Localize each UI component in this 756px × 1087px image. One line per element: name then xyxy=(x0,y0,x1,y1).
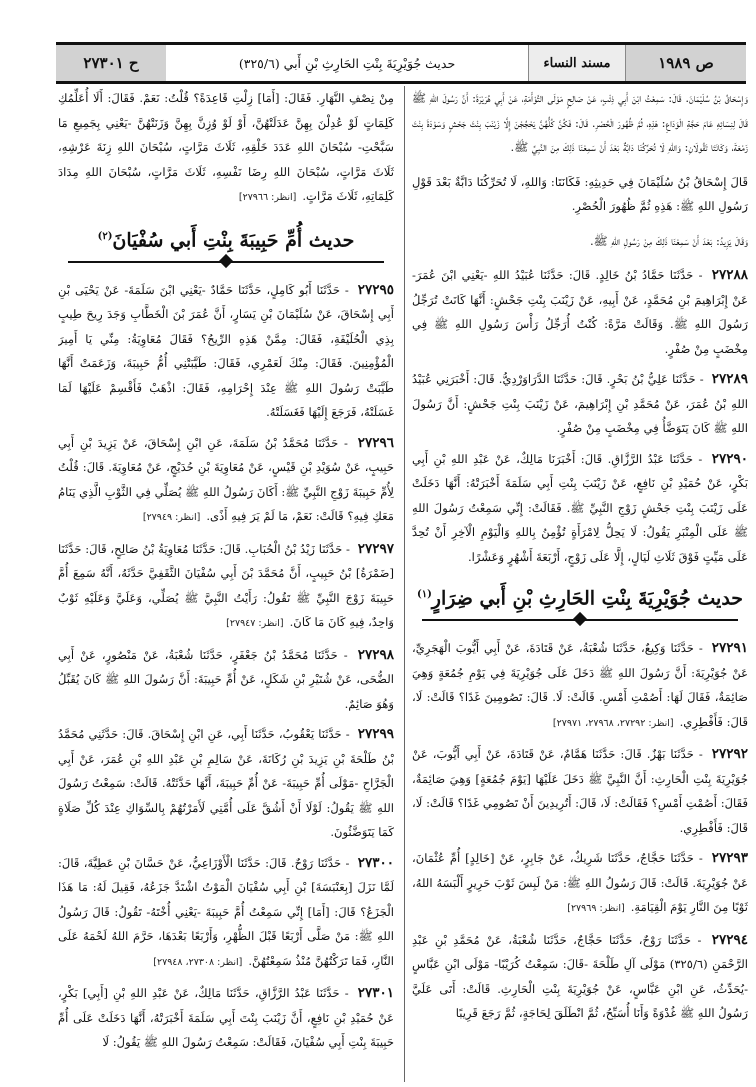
page-number: ص ١٩٨٩ xyxy=(626,45,746,81)
hadith-text: حَدَّثَنَا زَيْدُ بْنُ الْحُبَابِ. قَالَ: حَدَّثَنَا مُعَاوِيَةُ بْنُ صَالِحٍ، قَالَ: حَدَّثَنَا [ضَمْرَةُ] بْنُ حَبِيبٍ، أَنَّ مُحَمَّدَ بْنَ أَبِي سُفْيَانَ الثَّقَفِيَّ حَدَّثَهُ، أَنَّهُ سَمِعَ أُمَّ حَبِيبَةَ زَوْجَ النَّبِيِّ ﷺ تَقُولُ: رَأَيْتُ النَّبِيَّ ﷺ يُصَلِّي، وَعَلَيَّ وَعَلَيْهِ ثَوْبٌ وَاحِدٌ، فِيهِ كَانَ مَا كَانَ. xyxy=(58,541,394,630)
hadith-number: ٢٧٢٩٥ xyxy=(357,281,394,298)
section-title xyxy=(412,581,748,612)
hadith-number: ٢٧٢٩٧ xyxy=(357,540,394,557)
footnote-mark: (١) xyxy=(416,589,432,600)
cross-reference: [انظر: ٢٧٩٤٧] xyxy=(226,618,284,630)
cross-reference: [انظر: ٢٧٣٠٨، ٢٧٩٤٨] xyxy=(153,956,243,968)
hadith-number: ٢٧٣٠١ xyxy=(357,985,394,1002)
hadith-entry: ٢٧٢٩٦ - حَدَّثَنَا مُحَمَّدُ بْنُ سَلَمَةَ، عَنِ ابْنِ إِسْحَاقَ، عَنْ يَزِيدَ بْنِ أَبِي حَبِيبٍ، عَنْ سُوَيْدِ بْنِ قَيْسٍ، عَنْ مُعَاوِيَةَ بْنِ حُدَيْجٍ، عَنْ مُعَاوِيَةَ. قَالَ: قُلْتُ لِأُمِّ حَبِيبَةَ زَوْجِ النَّبِيِّ ﷺ: أَكَانَ رَسُولُ اللهِ ﷺ يُصَلِّي فِي الثَّوْبِ الَّذِي يَنَامُ مَعَكِ فِيهِ؟ قَالَتْ: نَعَمْ، مَا لَمْ يَرَ فِيهِ أَذًى.[انظر: ٢٧٩٤٩] xyxy=(58,434,394,524)
continued-text xyxy=(412,170,748,219)
hadith-text: حَدَّثَنَا مُحَمَّدُ بْنُ جَعْفَرٍ، حَدَّثَنَا شُعْبَةُ، عَنْ مَنْصُورٍ، عَنْ أَبِي الضُّحَى، عَنْ شُتَيْرِ بْنِ شَكَلٍ، عَنْ أُمِّ حَبِيبَةَ: أَنَّ رَسُولَ اللهِ ﷺ كَانَ يُقَبِّلُ وَهُوَ صَائِمٌ. xyxy=(58,647,394,711)
hadith-text: حَدَّثَنَا رَوْحٌ. قَالَ: حَدَّثَنَا الْأَوْزَاعِيُّ، عَنْ حَسَّانَ بْنِ عَطِيَّةَ، قَالَ: لَمَّا نَزَلَ [بِعَنْبَسَةَ] بْنِ أَبِي سُفْيَانَ الْمَوْتُ اشْتَدَّ جَزَعُهُ، فَقِيلَ لَهُ: مَا هَذَا الْجَزَعُ؟ قَالَ: [أَمَا] إِنِّي سَمِعْتُ أُمَّ حَبِيبَةَ -يَعْنِي أُخْتَهُ- تَقُولُ: قَالَ رَسُولُ اللهِ ﷺ: مَنْ صَلَّى أَرْبَعًا قَبْلَ الظُّهْرِ، وَأَرْبَعًا بَعْدَهَا، حَرَّمَ اللهُ لَحْمَهُ عَلَى النَّارِ، فَمَا تَرَكْتُهُنَّ مُنْذُ سَمِعْتُهُنَّ. xyxy=(58,855,394,968)
continued-text xyxy=(58,86,394,211)
hadith-text: حَدَّثَنَا يَعْقُوبُ، حَدَّثَنَا أَبِي، عَنِ ابْنِ إِسْحَاقَ. قَالَ: حَدَّثَنِي مُحَمَّدُ بْنُ طَلْحَةَ بْنِ يَزِيدَ بْنِ رُكَانَةَ، عَنْ سَالِمِ بْنِ عَبْدِ اللهِ بْنِ عُمَرَ، عَنْ أَبِي الْجَرَّاحِ -مَوْلَى أُمِّ حَبِيبَةَ- عَنْ أُمِّ حَبِيبَةَ، أَنَّهَا حَدَّثَتْهُ. قَالَتْ: سَمِعْتُ رَسُولَ اللهِ ﷺ يَقُولُ: لَوْلَا أَنْ أَشُقَّ عَلَى أُمَّتِي لَأَمَرْتُهُمْ بِالسِّوَاكِ عِنْدَ كُلِّ صَلَاةٍ كَمَا يَتَوَضَّئُونَ. xyxy=(58,727,394,840)
hadith-range: ح ٢٧٣٠١ xyxy=(56,45,166,81)
hadith-entry: ٢٧٢٩٠ - حَدَّثَنَا عَبْدُ الرَّزَّاقِ. قَالَ: أَخْبَرَنَا مَالِكٌ، عَنْ عَبْدِ اللهِ بْنِ أَبِي بَكْرٍ، عَنْ حُمَيْدِ بْنِ نَافِعٍ، عَنْ زَيْنَبَ بِنْتِ أَبِي سَلَمَةَ أَخْبَرَتْهُ: أَنَّهَا دَخَلَتْ عَلَى زَيْنَبَ بِنْتِ جَحْشٍ زَوْجِ النَّبِيِّ ﷺ. فَقَالَتْ: إِنِّي سَمِعْتُ رَسُولَ اللهِ ﷺ عَلَى الْمِنْبَرِ يَقُولُ: لَا يَحِلُّ لِامْرَأَةٍ تُؤْمِنُ بِاللهِ وَالْيَوْمِ الْآخِرِ أَنْ تُحِدَّ عَلَى مَيِّتٍ فَوْقَ ثَلَاثِ لَيَالٍ، إِلَّا عَلَى زَوْجٍ، أَرْبَعَةَ أَشْهُرٍ وَعَشْرًا. xyxy=(412,450,748,564)
hadith-entry: ٢٧٣٠١ - حَدَّثَنَا عَبْدُ الرَّزَّاقِ، حَدَّثَنَا مَالِكٌ، عَنْ عَبْدِ اللهِ بْنِ [أَبِي] بَكْرٍ، عَنْ حُمَيْدِ بْنِ نَافِعٍ، أَنَّ زَيْنَبَ بِنْتَ أَبِي سَلَمَةَ أَخْبَرَتْهُ، أَنَّهَا دَخَلَتْ عَلَى أُمِّ حَبِيبَةَ بِنْتِ أَبِي سُفْيَانَ، فَقَالَتْ: سَمِعْتُ رَسُولَ اللهِ ﷺ يَقُولُ: لَا xyxy=(58,985,394,1050)
hadith-number: ٢٧٢٨٩ xyxy=(711,371,748,387)
hadith-entry: ٢٧٢٩٢ - حَدَّثَنَا بَهْزٌ. قَالَ: حَدَّثَنَا هَمَّامٌ، عَنْ قَتَادَةَ، عَنْ أَبِي أَيُّوبَ، عَنْ جُوَيْرِيَةَ بِنْتِ الْحَارِثِ: أَنَّ النَّبِيَّ ﷺ دَخَلَ عَلَيْهَا [يَوْمَ جُمُعَةٍ] وَهِيَ صَائِمَةٌ، فَقَالَ: أَصُمْتِ أَمْسِ؟ فَقَالَتْ: لَا، قَالَ: أَتُرِيدِينَ أَنْ تَصُومِي غَدًا؟ قَالَتْ: لَا، قَالَ: فَأَفْطِرِي. xyxy=(412,746,748,835)
ornament-diamond-icon xyxy=(573,612,587,626)
page-header xyxy=(56,42,746,84)
hadith-text: حَدَّثَنَا حَمَّادُ بْنُ خَالِدٍ. قَالَ: حَدَّثَنَا عُبَيْدُ اللهِ -يَعْنِي ابْنَ عُمَرَ- عَنْ إِبْرَاهِيمَ بْنِ مُحَمَّدٍ، عَنْ أَبِيهِ، عَنْ زَيْنَبَ بِنْتِ جَحْشٍ: أَنَّهَا كَانَتْ تُرَجِّلُ رَسُولَ اللهِ ﷺ. وَقَالَتْ مَرَّةً: كُنْتُ أُرَجِّلُ رَأْسَ رَسُولِ اللهِ ﷺ فِي مِخْضَبٍ مِنْ صُفْرٍ. xyxy=(412,268,748,356)
hadith-text: حَدَّثَنَا عَلِيُّ بْنُ بَحْرٍ. قَالَ: حَدَّثَنَا الدَّرَاوَرْدِيُّ. قَالَ: أَخْبَرَنِي عُبَيْدُ اللهِ بْنُ عُمَرَ، عَنْ مُحَمَّدِ بْنِ إِبْرَاهِيمَ، عَنْ زَيْنَبَ بِنْتِ جَحْشٍ: أَنَّ رَسُولَ اللهِ ﷺ كَانَ يَتَوَضَّأُ فِي مِخْضَبٍ مِنْ صُفْرٍ. xyxy=(412,372,748,435)
hadith-number: ٢٧٢٩٣ xyxy=(711,850,748,867)
hadith-text: وَإِسْحَاقُ بْنُ سُلَيْمَانَ. قَالَ: سَمِعْتُ ابْنَ أَبِي ذِئْبٍ، عَنْ صَالِحٍ مَوْلَى التَّوْأَمَةِ، عَنْ أَبِي هُرَيْرَةَ: أَنَّ رَسُولَ اللهِ ﷺ قَالَ لِنِسَائِهِ عَامَ حَجَّةِ الْوَدَاعِ: هَذِهِ، ثُمَّ ظُهُورَ الْحُصْرِ. قَالَ: فَكُنَّ كُلُّهُنَّ يَحْجُجْنَ إِلَّا زَيْنَبَ بِنْتَ جَحْشٍ وَسَوْدَةَ بِنْتَ زَمْعَةَ، وَكَانَتَا تَقُولَانِ: وَاللهِ لَا تُحَرِّكُنَا دَابَّةٌ بَعْدَ أَنْ سَمِعْنَا ذَلِكَ مِنَ النَّبِيِّ ﷺ. xyxy=(412,91,748,154)
ornament-rule xyxy=(58,256,394,268)
section-title-text: حديث أُمِّ حَبِيبَةَ بِنْتِ أَبي سُفْيَانَ xyxy=(112,228,355,251)
continued-text xyxy=(412,86,748,160)
hadith-number: ٢٧٢٨٨ xyxy=(711,267,748,283)
hadith-number: ٢٧٢٩٨ xyxy=(357,646,394,663)
hadith-number: ٢٧٢٩٢ xyxy=(711,746,748,763)
hadith-text: قَالَ إِسْحَاقُ بْنُ سُلَيْمَانَ فِي حَدِيثِهِ: فَكَانَتَا: وَاللهِ، لَا تُحَرِّكُنَا دَابَّةٌ بَعْدَ قَوْلِ رَسُولِ اللهِ ﷺ: هَذِهِ ثُمَّ ظُهُورَ الْحُصْرِ. xyxy=(412,174,748,213)
hadith-entry: ٢٧٢٩١ - حَدَّثَنَا وَكِيعٌ، حَدَّثَنَا شُعْبَةُ، عَنْ قَتَادَةَ، عَنْ أَبِي أَيُّوبَ الْهَجَرِيِّ، عَنْ جُوَيْرِيَةَ: أَنَّ رَسُولَ اللهِ ﷺ دَخَلَ عَلَى جُوَيْرِيَةَ فِي يَوْمِ جُمُعَةٍ وَهِيَ صَائِمَةٌ، فَقَالَ لَهَا: أَصُمْتِ أَمْسِ. قَالَتْ: لَا. قَالَ: تَصُومِينَ غَدًا؟ قَالَتْ: لَا، قَالَ: فَأَفْطِرِي.[انظر: ٢٧٢٩٢، ٢٧٩٦٨، ٢٧٩٧١] xyxy=(412,640,748,729)
hadith-text: حَدَّثَنَا عَبْدُ الرَّزَّاقِ. قَالَ: أَخْبَرَنَا مَالِكٌ، عَنْ عَبْدِ اللهِ بْنِ أَبِي بَكْرٍ، عَنْ حُمَيْدِ بْنِ نَافِعٍ، عَنْ زَيْنَبَ بِنْتِ أَبِي سَلَمَةَ أَخْبَرَتْهُ: أَنَّهَا دَخَلَتْ عَلَى زَيْنَبَ بِنْتِ جَحْشٍ زَوْجِ النَّبِيِّ ﷺ. فَقَالَتْ: إِنِّي سَمِعْتُ رَسُولَ اللهِ ﷺ عَلَى الْمِنْبَرِ يَقُولُ: لَا يَحِلُّ لِامْرَأَةٍ تُؤْمِنُ بِاللهِ وَالْيَوْمِ الْآخِرِ أَنْ تُحِدَّ عَلَى مَيِّتٍ فَوْقَ ثَلَاثِ لَيَالٍ، إِلَّا عَلَى زَوْجٍ، أَرْبَعَةَ أَشْهُرٍ وَعَشْرًا. xyxy=(412,451,748,564)
hadith-number: ٢٧٢٩٦ xyxy=(357,434,394,451)
hadith-entry: ٢٧٢٩٥ - حَدَّثَنَا أَبُو كَامِلٍ، حَدَّثَنَا حَمَّادٌ -يَعْنِي ابْنَ سَلَمَةَ- عَنْ يَحْيَى بْنِ أَبِي إِسْحَاقَ، عَنْ سُلَيْمَانَ بْنِ يَسَارٍ، أَنَّ عُمَرَ بْنَ الْخَطَّابِ وَجَدَ رِيحَ طِيبٍ بِذِي الْحُلَيْفَةِ، فَقَالَ: مِمَّنْ هَذِهِ الرِّيحُ؟ فَقَالَ مُعَاوِيَةُ: مِنِّي يَا أَمِيرَ الْمُؤْمِنِينَ. فَقَالَ: مِنْكَ لَعَمْرِي، فَقَالَ: طَيَّبَتْنِي أُمُّ حَبِيبَةَ، وَزَعَمَتْ أَنَّهَا طَيَّبَتْ رَسُولَ اللهِ ﷺ عِنْدَ إِحْرَامِهِ، فَقَالَ: اذْهَبْ فَأَقْسِمْ عَلَيْهَا لَمَا غَسَلَتْهُ، فَرَجَعَ إِلَيْهَا فَغَسَلَتْهُ. xyxy=(58,281,394,420)
hadith-text: مِنْ نِصْفِ النَّهَارِ. فَقَالَ: [أَمَا] زِلْتِ قَاعِدَةً؟ قُلْتُ: نَعَمْ. فَقَالَ: أَلَا أُعَلِّمُكِ كَلِمَاتٍ لَوْ عُدِلْنَ بِهِنَّ عَدَلَتْهُنَّ، أَوْ لَوْ وُزِنَّ بِهِنَّ وَزَنَتْهُنَّ -يَعْنِي بِجَمِيعِ مَا سَبَّحْتِ- سُبْحَانَ اللهِ عَدَدَ خَلْقِهِ، ثَلَاثَ مَرَّاتٍ، سُبْحَانَ اللهِ زِنَةَ عَرْشِهِ، ثَلَاثَ مَرَّاتٍ، سُبْحَانَ اللهِ رِضَا نَفْسِهِ، ثَلَاثَ مَرَّاتٍ، سُبْحَانَ اللهِ مِدَادَ كَلِمَاتِهِ، ثَلَاثَ مَرَّاتٍ. xyxy=(58,91,394,203)
hadith-number: ٢٧٢٩٩ xyxy=(357,726,394,743)
section-title-text: حديث جُوَيْرِيَةَ بِنْتِ الحَارِثِ بْنِ أَبي ضِرَارٍ xyxy=(431,587,744,610)
hadith-entry: ٢٧٢٩٨ - حَدَّثَنَا مُحَمَّدُ بْنُ جَعْفَرٍ، حَدَّثَنَا شُعْبَةُ، عَنْ مَنْصُورٍ، عَنْ أَبِي الضُّحَى، عَنْ شُتَيْرِ بْنِ شَكَلٍ، عَنْ أُمِّ حَبِيبَةَ: أَنَّ رَسُولَ اللهِ ﷺ كَانَ يُقَبِّلُ وَهُوَ صَائِمٌ. xyxy=(58,646,394,711)
hadith-text: حَدَّثَنَا رَوْحٌ، حَدَّثَنَا حَجَّاجٌ، حَدَّثَنَا شُعْبَةُ، عَنْ مُحَمَّدِ بْنِ عَبْدِ الرَّحْمَنِ (٣٢٥/٦) مَوْلَى آلِ طَلْحَةَ -قَالَ: سَمِعْتُ كُرَيْبًا- مَوْلَى ابْنِ عَبَّاسٍ -يُحَدِّثُ، عَنِ ابْنِ عَبَّاسٍ، عَنْ جُوَيْرِيَةَ بِنْتِ الْحَارِثِ. قَالَتْ: أَتَى عَلَيَّ رَسُولُ اللهِ ﷺ غُدْوَةً وَأَنَا أُسَبِّحُ، ثُمَّ انْطَلَقَ لِحَاجَةٍ، ثُمَّ رَجَعَ قَرِيبًا xyxy=(412,932,748,1021)
right-column xyxy=(412,86,748,1082)
hadith-text: حَدَّثَنَا وَكِيعٌ، حَدَّثَنَا شُعْبَةُ، عَنْ قَتَادَةَ، عَنْ أَبِي أَيُّوبَ الْهَجَرِيِّ، عَنْ جُوَيْرِيَةَ: أَنَّ رَسُولَ اللهِ ﷺ دَخَلَ عَلَى جُوَيْرِيَةَ فِي يَوْمِ جُمُعَةٍ وَهِيَ صَائِمَةٌ، فَقَالَ لَهَا: أَصُمْتِ أَمْسِ. قَالَتْ: لَا. قَالَ: تَصُومِينَ غَدًا؟ قَالَتْ: لَا، قَالَ: فَأَفْطِرِي. xyxy=(412,641,748,729)
hadith-entry: ٢٧٢٩٩ - حَدَّثَنَا يَعْقُوبُ، حَدَّثَنَا أَبِي، عَنِ ابْنِ إِسْحَاقَ. قَالَ: حَدَّثَنِي مُحَمَّدُ بْنُ طَلْحَةَ بْنِ يَزِيدَ بْنِ رُكَانَةَ، عَنْ سَالِمِ بْنِ عَبْدِ اللهِ بْنِ عُمَرَ، عَنْ أَبِي الْجَرَّاحِ -مَوْلَى أُمِّ حَبِيبَةَ- عَنْ أُمِّ حَبِيبَةَ، أَنَّهَا حَدَّثَتْهُ. قَالَتْ: سَمِعْتُ رَسُولَ اللهِ ﷺ يَقُولُ: لَوْلَا أَنْ أَشُقَّ عَلَى أُمَّتِي لَأَمَرْتُهُمْ بِالسِّوَاكِ عِنْدَ كُلِّ صَلَاةٍ كَمَا يَتَوَضَّئُونَ. xyxy=(58,726,394,840)
hadith-text: حَدَّثَنَا مُحَمَّدُ بْنُ سَلَمَةَ، عَنِ ابْنِ إِسْحَاقَ، عَنْ يَزِيدَ بْنِ أَبِي حَبِيبٍ، عَنْ سُوَيْدِ بْنِ قَيْسٍ، عَنْ مُعَاوِيَةَ بْنِ حُدَيْجٍ، عَنْ مُعَاوِيَةَ. قَالَ: قُلْتُ لِأُمِّ حَبِيبَةَ زَوْجِ النَّبِيِّ ﷺ: أَكَانَ رَسُولُ اللهِ ﷺ يُصَلِّي فِي الثَّوْبِ الَّذِي يَنَامُ مَعَكِ فِيهِ؟ قَالَتْ: نَعَمْ، مَا لَمْ يَرَ فِيهِ أَذًى. xyxy=(58,435,394,524)
hadith-number: ٢٧٢٩١ xyxy=(711,640,748,657)
hadith-text: حَدَّثَنَا بَهْزٌ. قَالَ: حَدَّثَنَا هَمَّامٌ، عَنْ قَتَادَةَ، عَنْ أَبِي أَيُّوبَ، عَنْ جُوَيْرِيَةَ بِنْتِ الْحَارِثِ: أَنَّ النَّبِيَّ ﷺ دَخَلَ عَلَيْهَا [يَوْمَ جُمُعَةٍ] وَهِيَ صَائِمَةٌ، فَقَالَ: أَصُمْتِ أَمْسِ؟ فَقَالَتْ: لَا، قَالَ: أَتُرِيدِينَ أَنْ تَصُومِي غَدًا؟ قَالَتْ: لَا، قَالَ: فَأَفْطِرِي. xyxy=(412,747,748,835)
hadith-entry: ٢٧٢٨٩ - حَدَّثَنَا عَلِيُّ بْنُ بَحْرٍ. قَالَ: حَدَّثَنَا الدَّرَاوَرْدِيُّ. قَالَ: أَخْبَرَنِي عُبَيْدُ اللهِ بْنُ عُمَرَ، عَنْ مُحَمَّدِ بْنِ إِبْرَاهِيمَ، عَنْ زَيْنَبَ بِنْتِ جَحْشٍ: أَنَّ رَسُولَ اللهِ ﷺ كَانَ يَتَوَضَّأُ فِي مِخْضَبٍ مِنْ صُفْرٍ. xyxy=(412,371,748,435)
hadith-entry: ٢٧٣٠٠ - حَدَّثَنَا رَوْحٌ. قَالَ: حَدَّثَنَا الْأَوْزَاعِيُّ، عَنْ حَسَّانَ بْنِ عَطِيَّةَ، قَالَ: لَمَّا نَزَلَ [بِعَنْبَسَةَ] بْنِ أَبِي سُفْيَانَ الْمَوْتُ اشْتَدَّ جَزَعُهُ، فَقِيلَ لَهُ: مَا هَذَا الْجَزَعُ؟ قَالَ: [أَمَا] إِنِّي سَمِعْتُ أُمَّ حَبِيبَةَ -يَعْنِي أُخْتَهُ- تَقُولُ: قَالَ رَسُولُ اللهِ ﷺ: مَنْ صَلَّى أَرْبَعًا قَبْلَ الظُّهْرِ، وَأَرْبَعًا بَعْدَهَا، حَرَّمَ اللهُ لَحْمَهُ عَلَى النَّارِ، فَمَا تَرَكْتُهُنَّ مُنْذُ سَمِعْتُهُنَّ.[انظر: ٢٧٣٠٨، ٢٧٩٤٨] xyxy=(58,854,394,968)
footnote-mark: (٢) xyxy=(97,230,113,242)
ornament-rule xyxy=(412,614,748,626)
hadith-number: ٢٧٢٩٠ xyxy=(711,450,748,467)
column-divider xyxy=(404,86,405,1082)
hadith-entry: ٢٧٢٩٤ - حَدَّثَنَا رَوْحٌ، حَدَّثَنَا حَجَّاجٌ، حَدَّثَنَا شُعْبَةُ، عَنْ مُحَمَّدِ بْنِ عَبْدِ الرَّحْمَنِ (٣٢٥/٦) مَوْلَى آلِ طَلْحَةَ -قَالَ: سَمِعْتُ كُرَيْبًا- مَوْلَى ابْنِ عَبَّاسٍ -يُحَدِّثُ، عَنِ ابْنِ عَبَّاسٍ، عَنْ جُوَيْرِيَةَ بِنْتِ الْحَارِثِ. قَالَتْ: أَتَى عَلَيَّ رَسُولُ اللهِ ﷺ غُدْوَةً وَأَنَا أُسَبِّحُ، ثُمَّ انْطَلَقَ لِحَاجَةٍ، ثُمَّ رَجَعَ قَرِيبًا xyxy=(412,931,748,1021)
left-column xyxy=(58,86,394,1082)
cross-reference: [انظر: ٢٧٩٦٦] xyxy=(238,192,297,203)
running-title: حديث جُوَيْرِيَةَ بِنْتِ الحَارِثِ بْنِ أَبي (٣٢٥/٦) xyxy=(238,55,456,71)
hadith-entry: ٢٧٢٩٧ - حَدَّثَنَا زَيْدُ بْنُ الْحُبَابِ. قَالَ: حَدَّثَنَا مُعَاوِيَةُ بْنُ صَالِحٍ، قَالَ: حَدَّثَنَا [ضَمْرَةُ] بْنُ حَبِيبٍ، أَنَّ مُحَمَّدَ بْنَ أَبِي سُفْيَانَ الثَّقَفِيَّ حَدَّثَهُ، أَنَّهُ سَمِعَ أُمَّ حَبِيبَةَ زَوْجَ النَّبِيِّ ﷺ تَقُولُ: رَأَيْتُ النَّبِيَّ ﷺ يُصَلِّي، وَعَلَيَّ وَعَلَيْهِ ثَوْبٌ وَاحِدٌ، فِيهِ كَانَ مَا كَانَ.[انظر: ٢٧٩٤٧] xyxy=(58,540,394,630)
hadith-entry: ٢٧٢٨٨ - حَدَّثَنَا حَمَّادُ بْنُ خَالِدٍ. قَالَ: حَدَّثَنَا عُبَيْدُ اللهِ -يَعْنِي ابْنَ عُمَرَ- عَنْ إِبْرَاهِيمَ بْنِ مُحَمَّدٍ، عَنْ أَبِيهِ، عَنْ زَيْنَبَ بِنْتِ جَحْشٍ: أَنَّهَا كَانَتْ تُرَجِّلُ رَسُولَ اللهِ ﷺ. وَقَالَتْ مَرَّةً: كُنْتُ أُرَجِّلُ رَأْسَ رَسُولِ اللهِ ﷺ فِي مِخْضَبٍ مِنْ صُفْرٍ. xyxy=(412,267,748,356)
section-heading xyxy=(412,581,748,626)
hadith-number: ٢٧٣٠٠ xyxy=(357,854,394,871)
cross-reference: [انظر: ٢٧٩٤٩] xyxy=(142,512,201,524)
hadith-text: حَدَّثَنَا حَجَّاجٌ، حَدَّثَنَا شَرِيكٌ، عَنْ جَابِرٍ، عَنْ [خَالِدٍ] أُمِّ عُثْمَانَ، عَنْ جُوَيْرِيَةَ. قَالَتْ: قَالَ رَسُولُ اللهِ ﷺ: مَنْ لَبِسَ ثَوْبَ حَرِيرٍ أَلْبَسَهُ اللهُ، ثَوْبًا مِنَ النَّارِ يَوْمَ الْقِيَامَةِ. xyxy=(412,851,748,915)
ornament-diamond-icon xyxy=(219,254,233,268)
hadith-text: حَدَّثَنَا أَبُو كَامِلٍ، حَدَّثَنَا حَمَّادٌ -يَعْنِي ابْنَ سَلَمَةَ- عَنْ يَحْيَى بْنِ أَبِي إِسْحَاقَ، عَنْ سُلَيْمَانَ بْنِ يَسَارٍ، أَنَّ عُمَرَ بْنَ الْخَطَّابِ وَجَدَ رِيحَ طِيبٍ بِذِي الْحُلَيْفَةِ، فَقَالَ: مِمَّنْ هَذِهِ الرِّيحُ؟ فَقَالَ مُعَاوِيَةُ: مِنِّي يَا أَمِيرَ الْمُؤْمِنِينَ. فَقَالَ: مِنْكَ لَعَمْرِي، فَقَالَ: طَيَّبَتْنِي أُمُّ حَبِيبَةَ، وَزَعَمَتْ أَنَّهَا طَيَّبَتْ رَسُولَ اللهِ ﷺ عِنْدَ إِحْرَامِهِ، فَقَالَ: اذْهَبْ فَأَقْسِمْ عَلَيْهَا لَمَا غَسَلَتْهُ، فَرَجَعَ إِلَيْهَا فَغَسَلَتْهُ. xyxy=(58,282,394,420)
book-section-label: مسند النساء xyxy=(528,45,626,81)
section-title xyxy=(58,223,394,254)
section-heading xyxy=(58,223,394,268)
continued-text xyxy=(412,229,748,254)
cross-reference: [انظر: ٢٧٢٩٢، ٢٧٩٦٨، ٢٧٩٧١] xyxy=(552,717,674,729)
cross-reference: [انظر: ٢٧٩٦٩] xyxy=(567,903,625,915)
hadith-number: ٢٧٢٩٤ xyxy=(711,931,748,948)
hadith-entry: ٢٧٢٩٣ - حَدَّثَنَا حَجَّاجٌ، حَدَّثَنَا شَرِيكٌ، عَنْ جَابِرٍ، عَنْ [خَالِدٍ] أُمِّ عُثْمَانَ، عَنْ جُوَيْرِيَةَ. قَالَتْ: قَالَ رَسُولُ اللهِ ﷺ: مَنْ لَبِسَ ثَوْبَ حَرِيرٍ أَلْبَسَهُ اللهُ، ثَوْبًا مِنَ النَّارِ يَوْمَ الْقِيَامَةِ.[انظر: ٢٧٩٦٩] xyxy=(412,850,748,915)
hadith-text: وَقَالَ يَزِيدُ: بَعْدَ أَنْ سَمِعْنَا ذَلِكَ مِنْ رَسُولِ اللهِ ﷺ. xyxy=(589,233,748,248)
hadith-text: حَدَّثَنَا عَبْدُ الرَّزَّاقِ، حَدَّثَنَا مَالِكٌ، عَنْ عَبْدِ اللهِ بْنِ [أَبِي] بَكْرٍ، عَنْ حُمَيْدِ بْنِ نَافِعٍ، أَنَّ زَيْنَبَ بِنْتَ أَبِي سَلَمَةَ أَخْبَرَتْهُ، أَنَّهَا دَخَلَتْ عَلَى أُمِّ حَبِيبَةَ بِنْتِ أَبِي سُفْيَانَ، فَقَالَتْ: سَمِعْتُ رَسُولَ اللهِ ﷺ يَقُولُ: لَا xyxy=(58,986,394,1050)
